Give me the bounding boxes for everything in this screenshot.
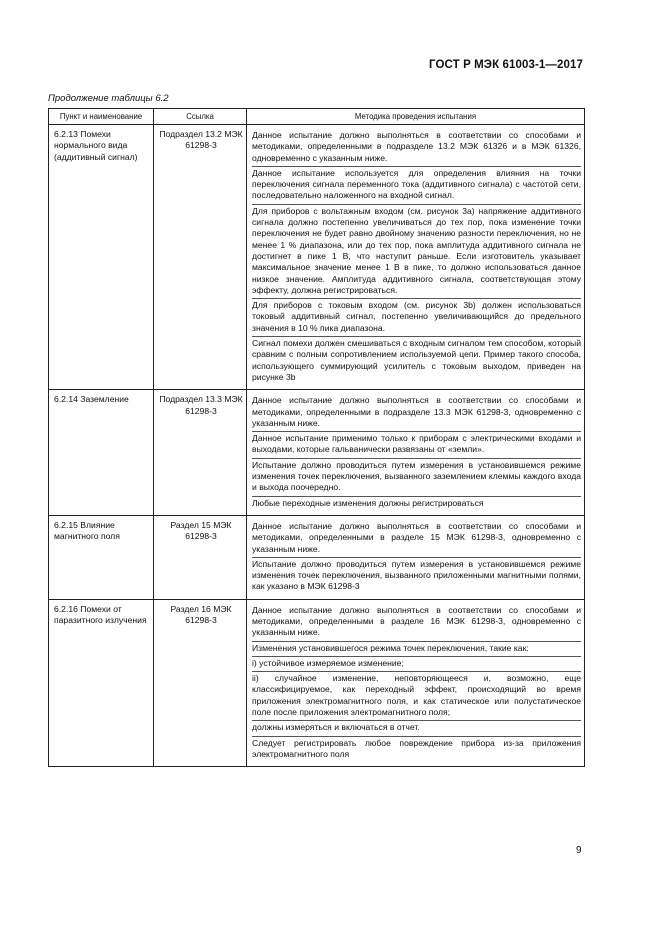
method-paragraph: Испытание должно проводиться путем измерения в установившемся режиме изменения точек переключения, вызванного заземлением клеммы каждого входа и выхода поочередно. (252, 459, 581, 497)
method-paragraph: ii) случайное изменение, неповторяющееся и, возможно, еще классифицируемое, как переходный эффект, происходящий во время приложения электромагнитного поля, и как статическое или полустатическое поле после приложения электромагнитного поля; (252, 672, 581, 721)
table-row (49, 515, 585, 599)
method-paragraph: Испытание должно проводиться путем измерения в установившемся режиме изменения точек переключения, вызванного приложенными магнитными полями, как указано в МЭК 61298-3 (252, 558, 581, 592)
method-paragraph: Данное испытание должно выполняться в соответствии со способами и методиками, определенными в разделе 15 МЭК 61298-3, одновременно с указанным ниже. (252, 520, 581, 558)
method-paragraph: Данное испытание должно выполняться в соответствии со способами и методиками, определенными в разделе 16 МЭК 61298-3, одновременно с указанным ниже. (252, 604, 581, 642)
method-cell (247, 515, 585, 599)
method-paragraph: Данное испытание должно выполняться в соответствии со способами и методиками, определенными в подразделе 13.2 МЭК 61326 и в МЭК 61326, одновременно с указанным ниже. (252, 129, 581, 167)
method-cell (247, 390, 585, 516)
method-paragraph: i) устойчивое измеряемое изменение; (252, 657, 581, 672)
method-paragraph: Сигнал помехи должен смешиваться с входным сигналом тем способом, который сравним с полным сопротивлением используемой цепи. Пример такого способа, использующего суммирующий усилитель с токовым выходом, приведен на рисунке 3b (252, 338, 581, 382)
table-header-row (49, 109, 585, 125)
method-paragraph: Данное испытание используется для определения влияния на точки переключения сигнала переменного тока (аддитивного сигнала) с частотой сети, последовательно наложенного на входной сигнал. (252, 167, 581, 205)
method-paragraph: Следует регистрировать любое повреждение прибора из-за приложения электромагнитного поля (252, 737, 581, 759)
method-paragraph: должны измеряться и включаться в отчет. (252, 721, 581, 736)
method-paragraph: Любые переходные изменения должны регистрироваться (252, 497, 484, 508)
table-row (49, 390, 585, 516)
column-header-method: Методика проведения испытания (247, 109, 585, 125)
method-paragraph: Изменения установившегося режима точек переключения, такие как: (252, 642, 581, 657)
page-number: 9 (576, 845, 582, 856)
reference-cell: Подраздел 13.2 МЭК 61298-3 (154, 125, 247, 390)
method-paragraph: Для приборов с вольтажным входом (см. рисунок 3a) напряжение аддитивного сигнала должно постепенно увеличиваться до тех пор, пока изменение точки переключения не будет равно двойному значению разности переключения, но не менее 1 % диапазона, или до тех пор, пока амплитуда аддитивного сигнала не достигнет в пике 1 В, что наступит раньше. Если изготовитель указывает максимальное значение менее 1 В в пике, то должно использоваться данное низкое значение. Амплитуда аддитивного сигнала, соответствующая этому эффекту, должна регистрироваться. (252, 205, 581, 299)
table-row (49, 599, 585, 767)
item-cell: 6.2.16 Помехи от паразитного излучения (49, 599, 154, 767)
item-cell: 6.2.15 Влияние магнитного поля (49, 515, 154, 599)
reference-cell: Раздел 16 МЭК 61298-3 (154, 599, 247, 767)
item-cell: 6.2.13 Помехи нормального вида (аддитивный сигнал) (49, 125, 154, 390)
method-cell (247, 125, 585, 390)
column-header-item: Пункт и наименование (49, 109, 154, 125)
method-paragraph: Данное испытание применимо только к приборам с электрическими входами и выходами, которые гальванически развязаны от «земли». (252, 432, 581, 459)
test-methods-table (48, 108, 585, 767)
column-header-reference: Ссылка (154, 109, 247, 125)
reference-cell: Раздел 15 МЭК 61298-3 (154, 515, 247, 599)
reference-cell: Подраздел 13.3 МЭК 61298-3 (154, 390, 247, 516)
table-row (49, 125, 585, 390)
item-cell: 6.2.14 Заземление (49, 390, 154, 516)
method-paragraph: Для приборов с токовым входом (см. рисунок 3b) должен использоваться токовый аддитивный сигнал, постепенно увеличивающийся до предельного значения в 10 % пика диапазона. (252, 299, 581, 337)
table-caption: Продолжение таблицы 6.2 (48, 93, 169, 104)
method-paragraph: Данное испытание должно выполняться в соответствии со способами и методиками, определенными в подразделе 13.3 МЭК 61298-3, одновременно с указанным ниже. (252, 394, 581, 432)
method-cell (247, 599, 585, 767)
standard-designation: ГОСТ Р МЭК 61003-1—2017 (429, 59, 583, 71)
